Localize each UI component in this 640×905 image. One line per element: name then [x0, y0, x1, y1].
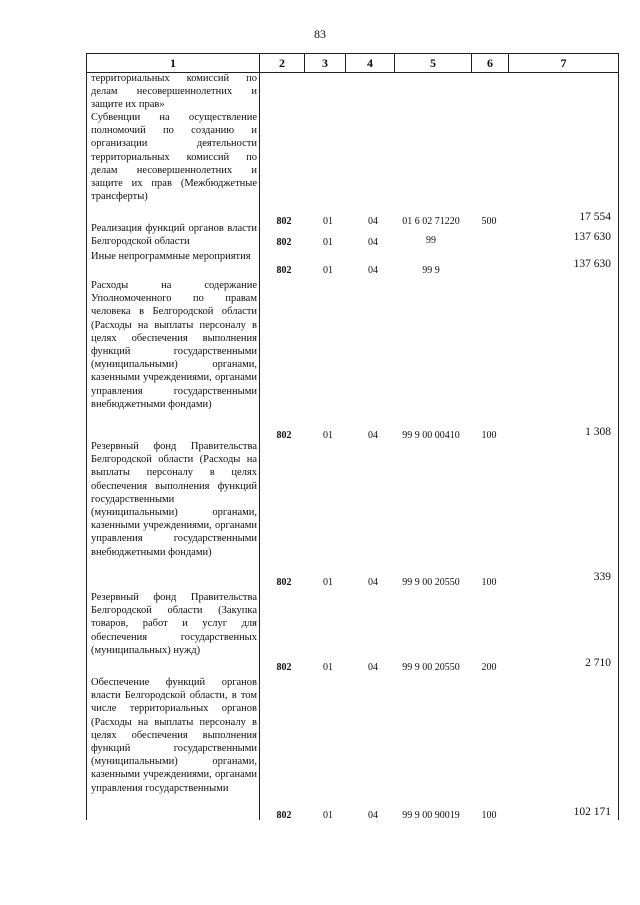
- row-section-code: 01: [323, 430, 333, 441]
- row-amount: 137 630: [573, 258, 611, 270]
- row-subsection-code: 04: [368, 810, 378, 821]
- row-section-code: 01: [323, 237, 333, 248]
- row-ministry-code: 802: [276, 662, 292, 673]
- row-target-code: 01 6 02 71220: [402, 216, 460, 227]
- header-col-4: 4: [367, 56, 373, 70]
- row-ministry-code: 802: [276, 577, 292, 588]
- row-expense-type: 100: [481, 577, 497, 588]
- row-subsection-code: 04: [368, 216, 378, 227]
- row-section-code: 01: [323, 810, 333, 821]
- row-subsection-code: 04: [368, 662, 378, 673]
- row-subsection-code: 04: [368, 265, 378, 276]
- row-description: Реализация функций органов власти Белгородской области: [91, 223, 257, 248]
- row-section-code: 01: [323, 577, 333, 588]
- header-col-3: 3: [322, 56, 328, 70]
- row-expense-type: 100: [481, 810, 497, 821]
- row-description: Резервный фонд Правительства Белгородской области (Закупка товаров, работ и услуг для обеспечения государственных (муниципальных) нужд): [91, 592, 257, 656]
- row-target-code: 99 9: [422, 265, 440, 276]
- column-divider: [259, 53, 260, 820]
- row-description: Обеспечение функций органов власти Белгородской области, в том числе территориальных органов (Расходы на выплаты персоналу в целях обеспечения выполнения функций государственными (муниципальными) органами, казенными учреждениями, органами управления государственными: [91, 677, 257, 794]
- row-amount: 1 308: [585, 426, 611, 438]
- row-subsection-code: 04: [368, 577, 378, 588]
- row-subsection-code: 04: [368, 430, 378, 441]
- row-description: Иные непрограммные мероприятия: [91, 251, 251, 262]
- row-target-code: 99 9 00 90019: [402, 810, 460, 821]
- header-col-1: 1: [170, 56, 176, 70]
- row-amount: 339: [593, 571, 611, 583]
- page-number: 83: [314, 27, 326, 41]
- row-ministry-code: 802: [276, 237, 292, 248]
- row-amount: 2 710: [585, 657, 611, 669]
- row-ministry-code: 802: [276, 265, 292, 276]
- table-header-row: [87, 53, 618, 73]
- row-section-code: 01: [323, 265, 333, 276]
- row-expense-type: 500: [481, 216, 497, 227]
- row-ministry-code: 802: [276, 430, 292, 441]
- row-target-code: 99 9 00 00410: [402, 430, 460, 441]
- row-target-code: 99 9 00 20550: [402, 662, 460, 673]
- row-expense-type: 200: [481, 662, 497, 673]
- header-col-6: 6: [487, 56, 493, 70]
- row-expense-type: 100: [481, 430, 497, 441]
- row-amount: 137 630: [573, 231, 611, 243]
- row-amount: 102 171: [573, 806, 611, 818]
- header-col-2: 2: [279, 56, 285, 70]
- row-subsection-code: 04: [368, 237, 378, 248]
- row-target-code: 99: [426, 235, 436, 246]
- row-description: Расходы на содержание Уполномоченного по правам человека в Белгородской области (Расходы на выплаты персоналу в целях обеспечения выполнения функций государственными (муниципальными) органами, казенными учреждениями, органами управления государственными внебюджетными фондами): [91, 280, 257, 410]
- row-description: Субвенции на осуществление полномочий по созданию и организации деятельности территориальных комиссий по делам несовершеннолетних и защите их прав (Межбюджетные трансферты): [91, 112, 257, 203]
- row-description: территориальных комиссий по делам несовершеннолетних и защите их прав»: [91, 73, 257, 111]
- header-col-5: 5: [430, 56, 436, 70]
- row-description: Резервный фонд Правительства Белгородской области (Расходы на выплаты персоналу в целях обеспечения выполнения функций государственными (муниципальными) органами, казенными учреждениями, органами управления государственными внебюджетными фондами): [91, 441, 257, 558]
- header-col-7: 7: [560, 56, 567, 70]
- budget-table: [86, 53, 619, 820]
- row-amount: 17 554: [579, 211, 611, 223]
- row-section-code: 01: [323, 216, 333, 227]
- row-section-code: 01: [323, 662, 333, 673]
- row-ministry-code: 802: [276, 810, 292, 821]
- row-target-code: 99 9 00 20550: [402, 577, 460, 588]
- row-ministry-code: 802: [276, 216, 292, 227]
